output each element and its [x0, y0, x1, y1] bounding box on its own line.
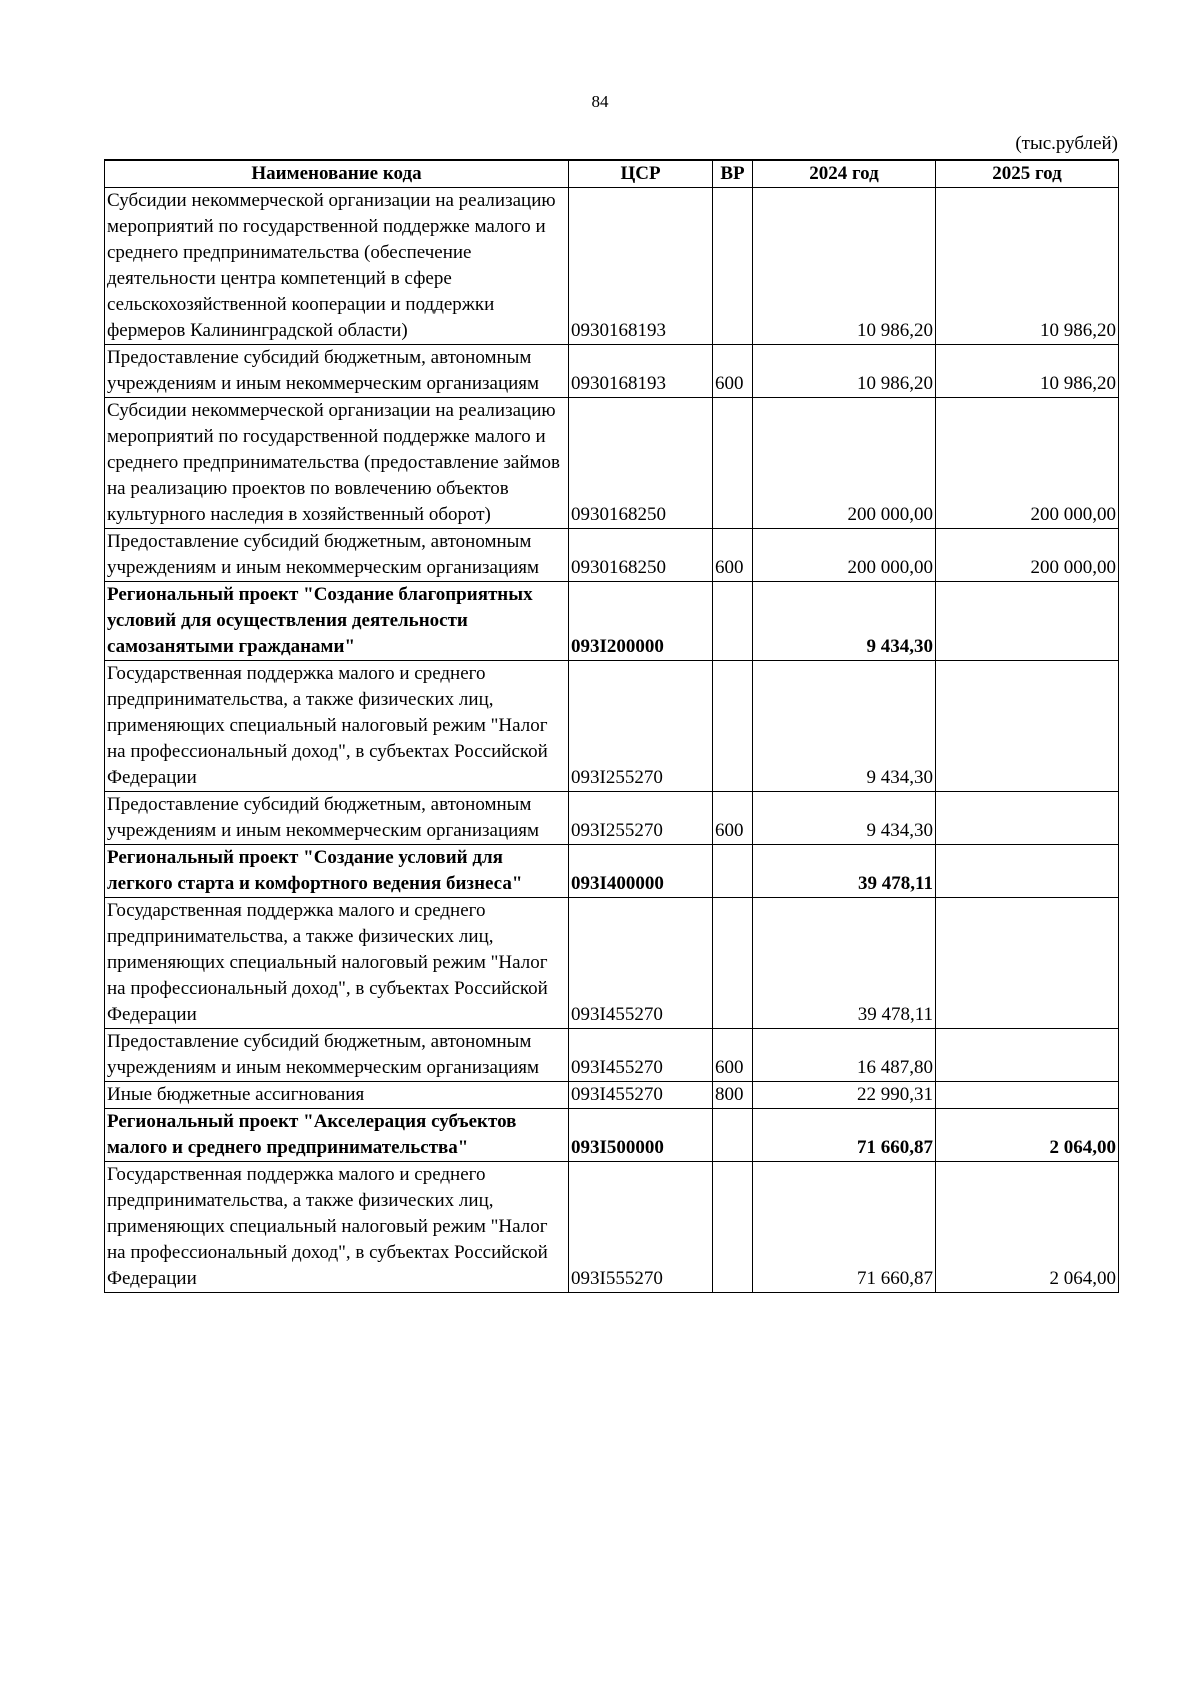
row-2025	[936, 845, 1119, 898]
row-name: Государственная поддержка малого и среднего предпринимательства, а также физических лиц, применяющих специальный налоговый режим "Налог на профессиональный доход", в субъектах Российской Федерации	[105, 898, 569, 1029]
row-csr: 093I255270	[569, 661, 713, 792]
table-row	[105, 1109, 1119, 1162]
row-csr: 093I455270	[569, 1029, 713, 1082]
row-2025	[936, 661, 1119, 792]
table-row	[105, 188, 1119, 345]
row-csr: 0930168250	[569, 398, 713, 529]
row-2024: 71 660,87	[753, 1109, 936, 1162]
table-row	[105, 792, 1119, 845]
row-vr: 600	[713, 345, 753, 398]
row-csr: 093I500000	[569, 1109, 713, 1162]
row-2025	[936, 1082, 1119, 1109]
table-row	[105, 398, 1119, 529]
table-row	[105, 1082, 1119, 1109]
row-name: Иные бюджетные ассигнования	[105, 1082, 569, 1109]
row-vr	[713, 661, 753, 792]
row-vr	[713, 398, 753, 529]
row-csr: 093I255270	[569, 792, 713, 845]
header-csr: ЦСР	[569, 160, 713, 188]
row-2025: 200 000,00	[936, 398, 1119, 529]
header-vr: ВР	[713, 160, 753, 188]
row-csr: 093I455270	[569, 1082, 713, 1109]
row-vr: 600	[713, 529, 753, 582]
row-csr: 093I555270	[569, 1162, 713, 1293]
row-vr: 600	[713, 1029, 753, 1082]
row-csr: 093I400000	[569, 845, 713, 898]
row-name: Государственная поддержка малого и среднего предпринимательства, а также физических лиц, применяющих специальный налоговый режим "Налог на профессиональный доход", в субъектах Российской Федерации	[105, 661, 569, 792]
table-row	[105, 845, 1119, 898]
row-vr	[713, 845, 753, 898]
row-name: Государственная поддержка малого и среднего предпринимательства, а также физических лиц, применяющих специальный налоговый режим "Налог на профессиональный доход", в субъектах Российской Федерации	[105, 1162, 569, 1293]
row-2024: 9 434,30	[753, 582, 936, 661]
row-name: Региональный проект "Акселерация субъектов малого и среднего предпринимательства"	[105, 1109, 569, 1162]
row-2025	[936, 898, 1119, 1029]
row-vr: 600	[713, 792, 753, 845]
row-name: Предоставление субсидий бюджетным, автономным учреждениям и иным некоммерческим организациям	[105, 345, 569, 398]
table-row	[105, 661, 1119, 792]
row-csr: 093I200000	[569, 582, 713, 661]
units-label: (тыс.рублей)	[1015, 133, 1118, 154]
row-2024: 9 434,30	[753, 661, 936, 792]
row-2025: 2 064,00	[936, 1162, 1119, 1293]
budget-table	[104, 159, 1119, 1293]
row-csr: 0930168250	[569, 529, 713, 582]
header-year-2024: 2024 год	[753, 160, 936, 188]
row-2024: 10 986,20	[753, 345, 936, 398]
row-2024: 39 478,11	[753, 845, 936, 898]
row-vr	[713, 1109, 753, 1162]
row-name: Предоставление субсидий бюджетным, автономным учреждениям и иным некоммерческим организациям	[105, 1029, 569, 1082]
row-2025: 2 064,00	[936, 1109, 1119, 1162]
row-2024: 200 000,00	[753, 529, 936, 582]
row-name: Региональный проект "Создание благоприятных условий для осуществления деятельности самозанятыми гражданами"	[105, 582, 569, 661]
row-vr	[713, 898, 753, 1029]
row-csr: 0930168193	[569, 188, 713, 345]
table-row	[105, 1029, 1119, 1082]
row-vr	[713, 1162, 753, 1293]
table-header-row	[105, 160, 1119, 188]
table-row	[105, 529, 1119, 582]
row-2024: 10 986,20	[753, 188, 936, 345]
row-2025: 200 000,00	[936, 529, 1119, 582]
row-vr: 800	[713, 1082, 753, 1109]
row-2025: 10 986,20	[936, 345, 1119, 398]
row-2024: 9 434,30	[753, 792, 936, 845]
row-name: Субсидии некоммерческой организации на реализацию мероприятий по государственной поддержке малого и среднего предпринимательства (обеспечение деятельности центра компетенций в сфере сельскохозяйственной кооперации и поддержки фермеров Калининградской области)	[105, 188, 569, 345]
row-name: Предоставление субсидий бюджетным, автономным учреждениям и иным некоммерческим организациям	[105, 529, 569, 582]
table-row	[105, 345, 1119, 398]
row-csr: 0930168193	[569, 345, 713, 398]
page-number: 84	[591, 92, 609, 111]
table-row	[105, 1162, 1119, 1293]
row-2024: 200 000,00	[753, 398, 936, 529]
row-name: Предоставление субсидий бюджетным, автономным учреждениям и иным некоммерческим организациям	[105, 792, 569, 845]
row-2024: 71 660,87	[753, 1162, 936, 1293]
row-name: Субсидии некоммерческой организации на реализацию мероприятий по государственной поддержке малого и среднего предпринимательства (предоставление займов на реализацию проектов по вовлечению объектов культурного наследия в хозяйственный оборот)	[105, 398, 569, 529]
row-2024: 39 478,11	[753, 898, 936, 1029]
row-name: Региональный проект "Создание условий для легкого старта и комфортного ведения бизнеса"	[105, 845, 569, 898]
row-vr	[713, 582, 753, 661]
table-row	[105, 898, 1119, 1029]
row-2025	[936, 1029, 1119, 1082]
row-2024: 22 990,31	[753, 1082, 936, 1109]
row-2024: 16 487,80	[753, 1029, 936, 1082]
row-2025: 10 986,20	[936, 188, 1119, 345]
table-row	[105, 582, 1119, 661]
row-csr: 093I455270	[569, 898, 713, 1029]
row-2025	[936, 792, 1119, 845]
row-2025	[936, 582, 1119, 661]
row-vr	[713, 188, 753, 345]
header-year-2025: 2025 год	[936, 160, 1119, 188]
header-name: Наименование кода	[105, 160, 569, 188]
